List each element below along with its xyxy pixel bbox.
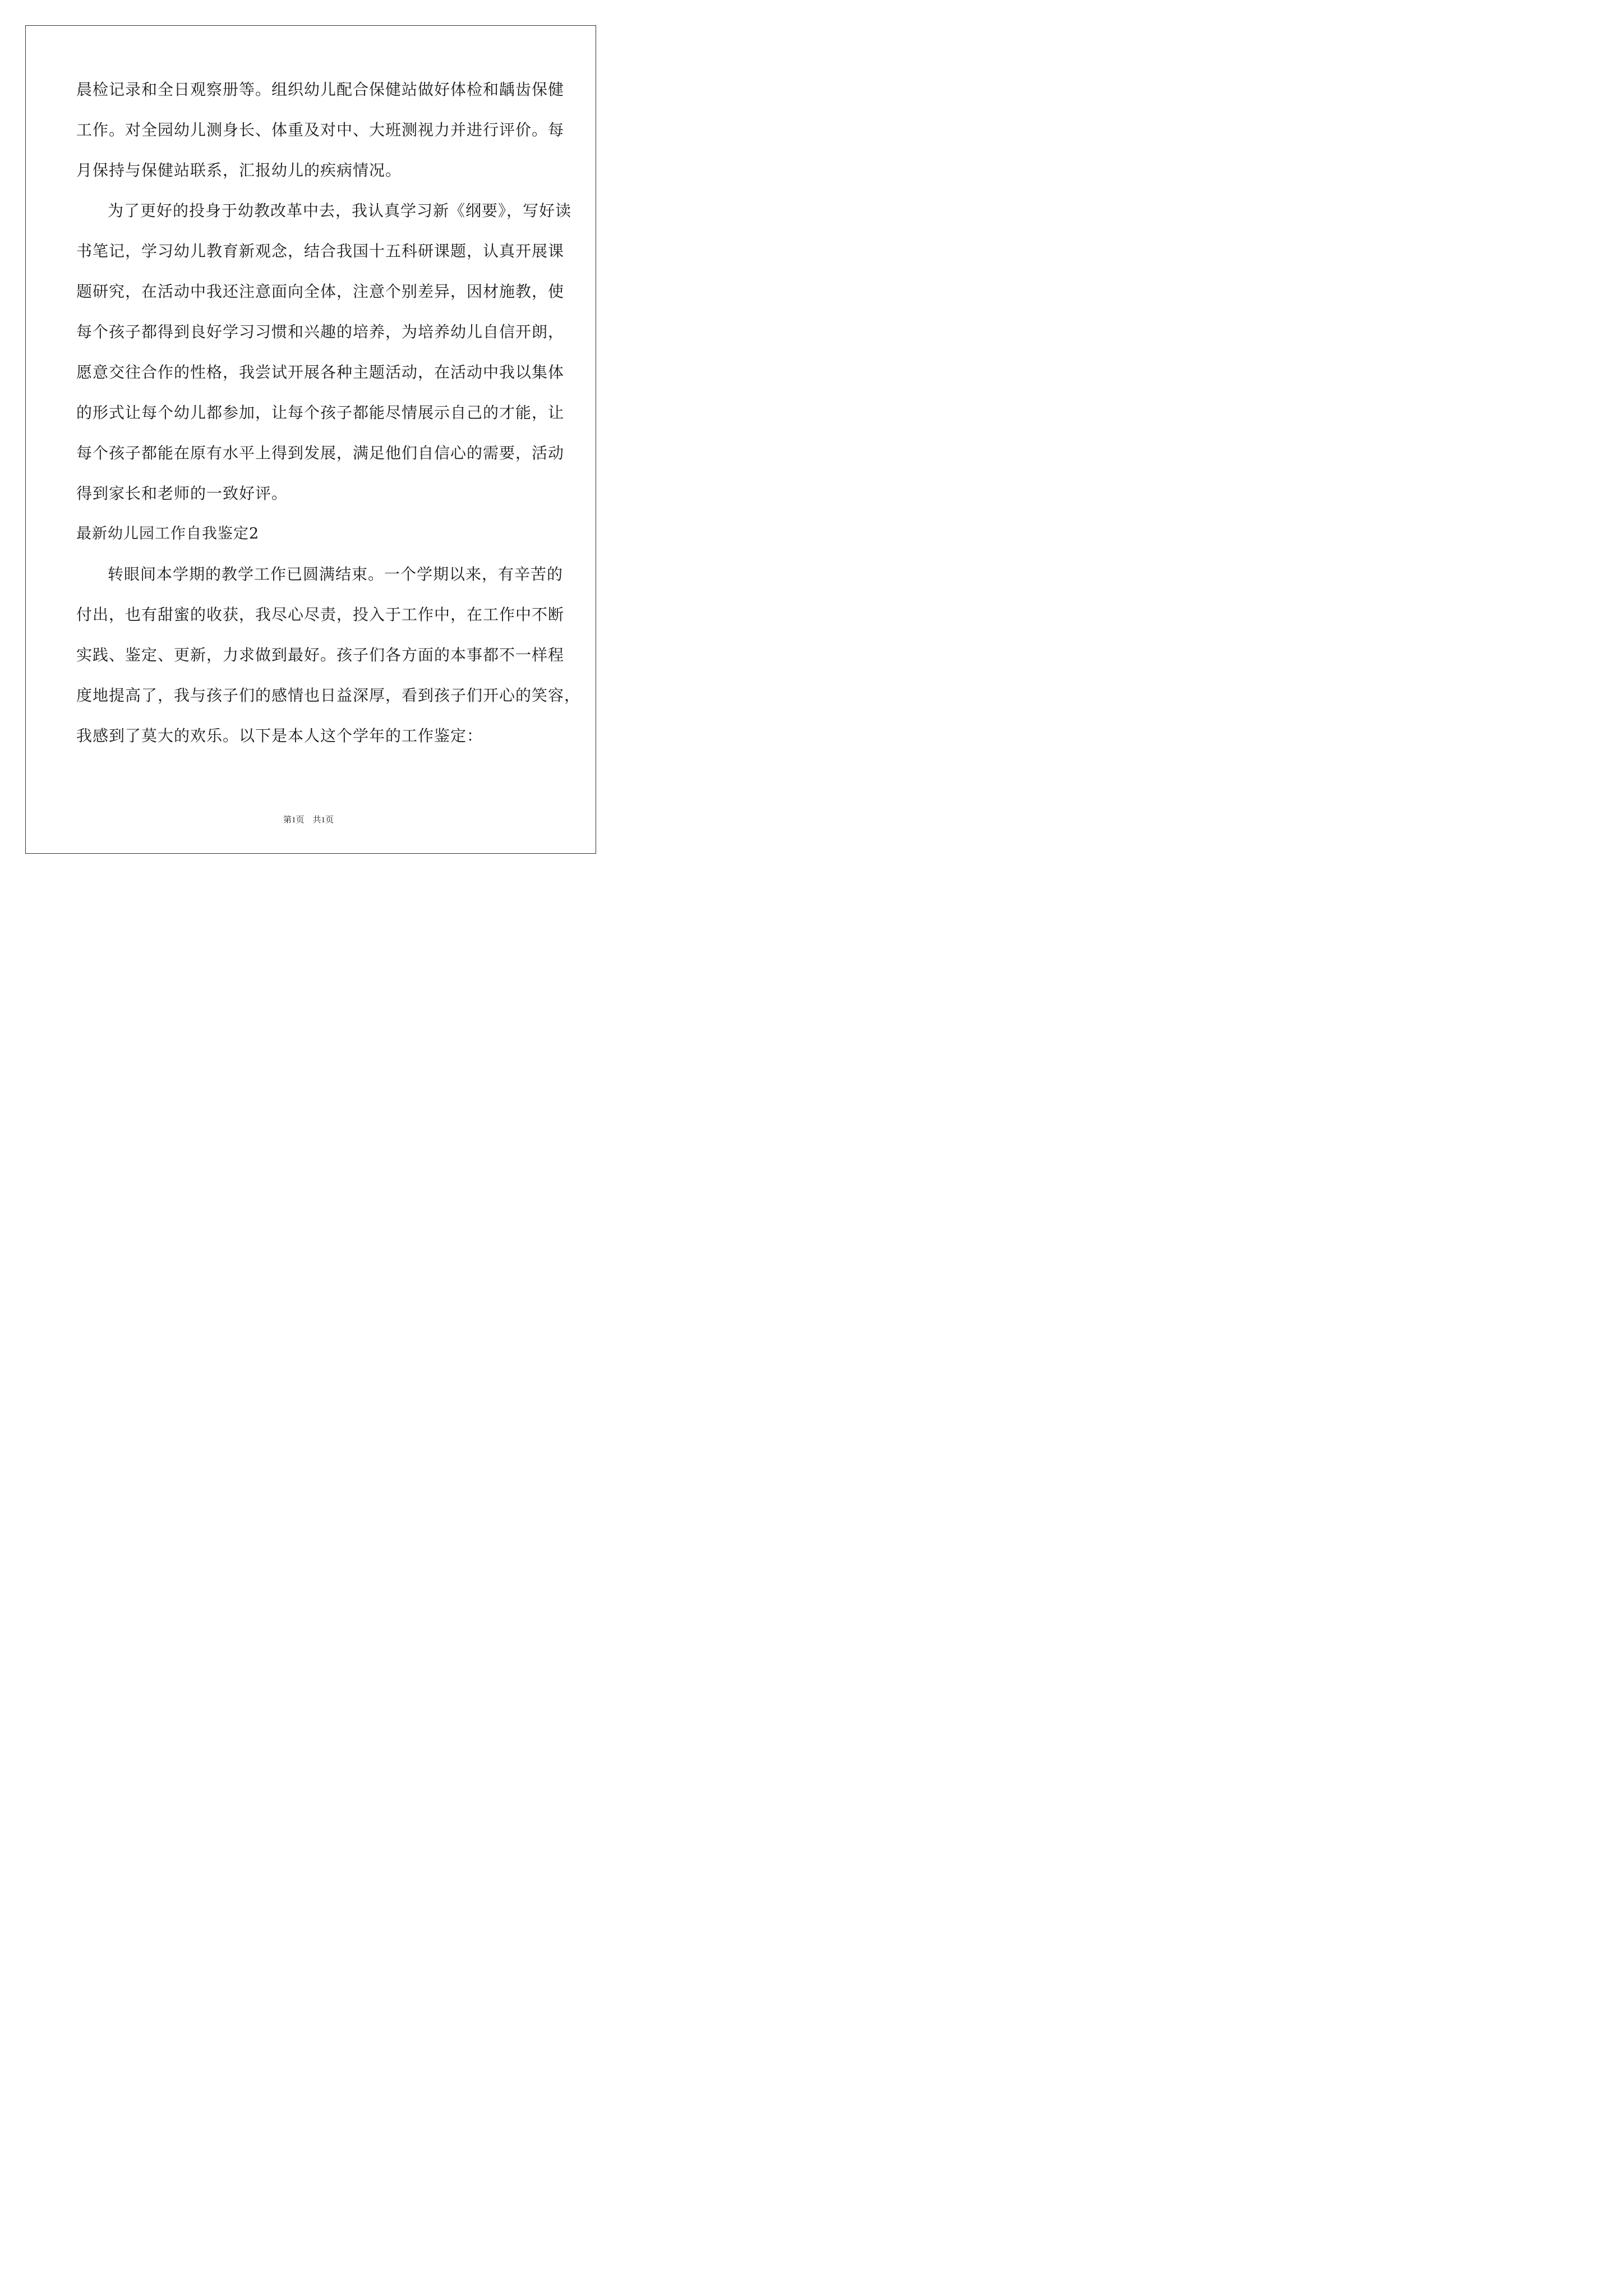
paragraph-line: 每个孩子都能在原有水平上得到发展，满足他们自信心的需要，活动 [76, 444, 565, 462]
paragraph-line: 书笔记，学习幼儿教育新观念，结合我国十五科研课题，认真开展课 [76, 242, 565, 260]
paragraph-line: 每个孩子都得到良好学习习惯和兴趣的培养，为培养幼儿自信开朗， [76, 323, 565, 341]
paragraph-line: 的形式让每个幼儿都参加，让每个孩子都能尽情展示自己的才能，让 [76, 403, 565, 422]
paragraph-line: 度地提高了，我与孩子们的感情也日益深厚，看到孩子们开心的笑容， [76, 686, 581, 705]
paragraph-line: 工作。对全园幼儿测身长、体重及对中、大班测视力并进行评价。每 [76, 121, 565, 139]
page-number-footer: 第1页 共1页 [283, 816, 334, 825]
paragraph-line: 实践、鉴定、更新，力求做到最好。孩子们各方面的本事都不一样程 [76, 646, 565, 664]
paragraph-line: 题研究，在活动中我还注意面向全体，注意个别差异，因材施教，使 [76, 282, 565, 301]
paragraph-line: 晨检记录和全日观察册等。组织幼儿配合保健站做好体检和龋齿保健 [76, 80, 565, 99]
paragraph-line: 付出，也有甜蜜的收获，我尽心尽责，投入于工作中，在工作中不断 [76, 605, 565, 624]
section-heading: 最新幼儿园工作自我鉴定2 [76, 525, 260, 542]
paragraph-line: 愿意交往合作的性格，我尝试开展各种主题活动，在活动中我以集体 [76, 363, 565, 381]
paragraph-line: 转眼间本学期的教学工作已圆满结束。一个学期以来，有辛苦的 [108, 565, 564, 583]
paragraph-line: 得到家长和老师的一致好评。 [76, 484, 288, 503]
paragraph-line: 我感到了莫大的欢乐。以下是本人这个学年的工作鉴定： [76, 726, 483, 745]
paragraph-line: 为了更好的投身于幼教改革中去，我认真学习新《纲要》，写好读 [108, 201, 572, 220]
paragraph-line: 月保持与保健站联系，汇报幼儿的疾病情况。 [76, 161, 402, 180]
